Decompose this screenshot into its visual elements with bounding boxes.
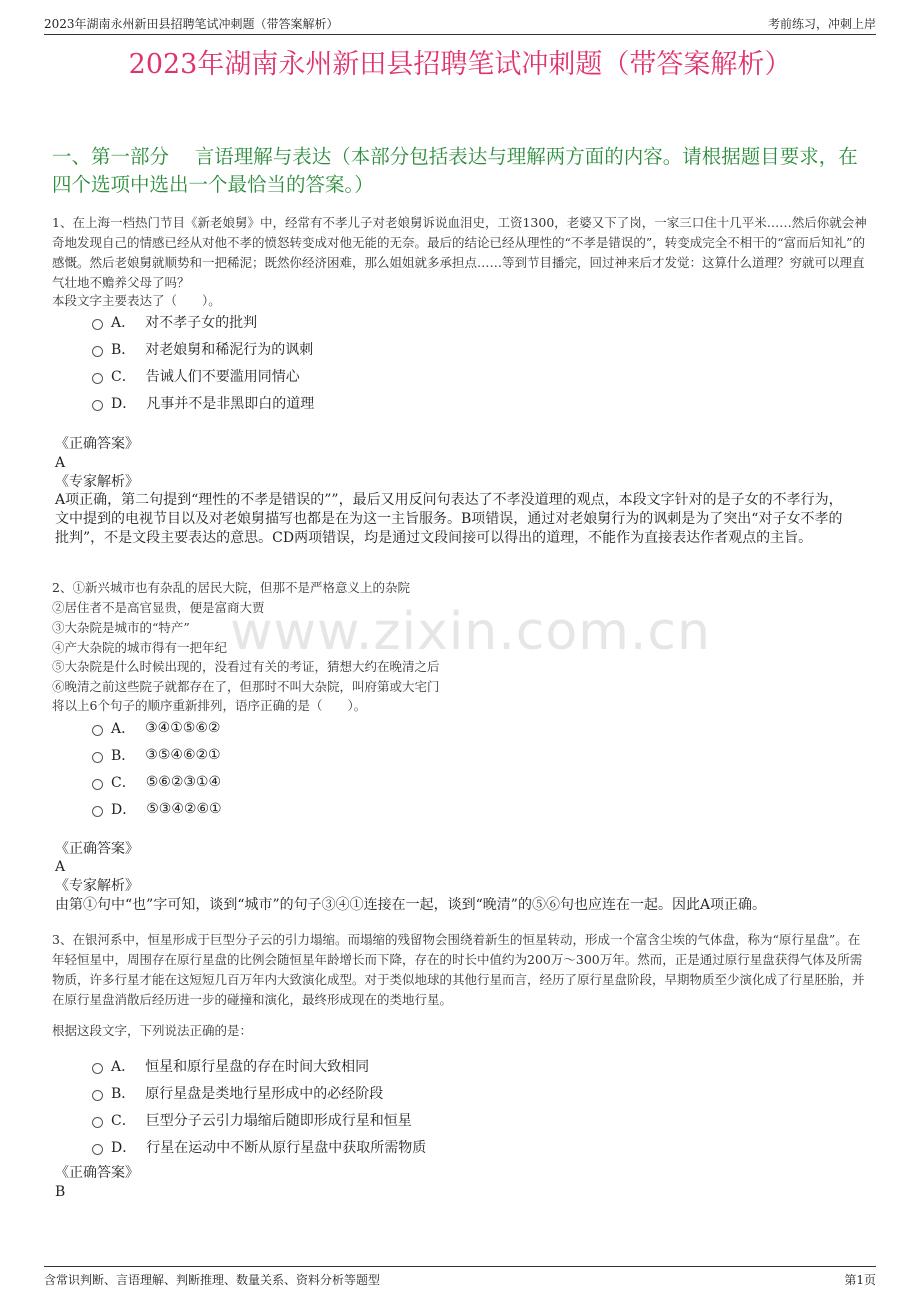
question-1-options xyxy=(92,308,314,416)
question-2-line: 2、①新兴城市也有杂乱的居民大院，但那不是严格意义上的杂院 xyxy=(52,580,410,595)
option-c[interactable]: C． 告诫人们不要滥用同情心 xyxy=(92,362,314,389)
option-a[interactable]: A． 恒星和原行星盘的存在时间大致相同 xyxy=(92,1052,426,1079)
option-a[interactable]: A． ③④①⑤⑥② xyxy=(92,714,222,741)
radio-icon[interactable] xyxy=(92,779,103,790)
question-2-prompt: 将以上6个句子的顺序重新排列，语序正确的是（ ）。 xyxy=(52,698,367,713)
option-c[interactable]: C． ⑤⑥②③①④ xyxy=(92,768,222,795)
question-3-prompt: 根据这段文字，下列说法正确的是： xyxy=(52,1023,253,1038)
footer-topics: 含常识判断、言语理解、判断推理、数量关系、资料分析等题型 xyxy=(44,1273,381,1287)
explanation-text: A项正确，第二句提到“理性的不孝是错误的””，最后又用反问句表达了不孝没道理的观点，本段文字针对的是子女的不孝行为，文中提到的电视节目以及对老娘舅描写也都是在为这一主旨服务。B项错误，通过对老娘舅行为的讽刺是为了突出“对子女不孝的批判”，不是文段主要表达的意思。CD两项错误，均是通过文段间接可以得出的道理，不能作为直接表达作者观点的主旨。 xyxy=(55,492,843,546)
question-2-line: ③大杂院是城市的“特产” xyxy=(52,620,190,635)
radio-icon[interactable] xyxy=(92,725,103,736)
option-d[interactable]: D． 凡事并不是非黑即白的道理 xyxy=(92,389,314,416)
radio-icon[interactable] xyxy=(92,346,103,357)
watermark: www.zixin.com.cn xyxy=(230,602,711,662)
answer-value: A xyxy=(55,859,66,875)
page-number: 第1页 xyxy=(844,1273,876,1287)
option-b[interactable]: B． ③⑤④⑥②① xyxy=(92,741,222,768)
option-d[interactable]: D． ⑤③④②⑥① xyxy=(92,795,222,822)
question-2-line: ⑤大杂院是什么时候出现的，没看过有关的考证，猜想大约在晚清之后 xyxy=(52,659,440,674)
question-3-options xyxy=(92,1052,426,1160)
question-1-prompt: 本段文字主要表达了（ ）。 xyxy=(52,293,221,308)
answer-label: 《正确答案》 xyxy=(55,436,139,452)
question-2-line: ⑥晚清之前这些院子就都存在了，但那时不叫大杂院，叫府第或大宅门 xyxy=(52,679,440,694)
question-1-text: 1、在上海一档热门节目《新老娘舅》中，经常有不孝儿子对老娘舅诉说血泪史，工资1300，老婆又下了岗，一家三口住十几平米……然后你就会神奇地发现自己的情感已经从对他不孝的愤怒转变成对他无能的无奈。最后的结论已经从理性的“不孝是错误的”，转变成完全不相干的“富而后知礼”的感慨。然后老娘舅就顺势和一把稀泥；既然你经济困难，那么姐姐就多承担点……等到节目播完，回过神来后才发觉：这算什么道理？穷就可以理直气壮地不赡养父母了吗？ xyxy=(52,215,867,290)
question-2-options xyxy=(92,714,222,822)
header-doc-title: 2023年湖南永州新田县招聘笔试冲刺题（带答案解析） xyxy=(44,17,339,31)
question-2-line: ②居住者不是高官显贵，便是富商大贾 xyxy=(52,600,265,615)
explanation-label: 《专家解析》 xyxy=(55,878,139,894)
option-c[interactable]: C． 巨型分子云引力塌缩后随即形成行星和恒星 xyxy=(92,1106,426,1133)
question-2-line: ④产大杂院的城市得有一把年纪 xyxy=(52,640,228,655)
explanation-label: 《专家解析》 xyxy=(55,474,139,490)
answer-value: A xyxy=(55,455,66,471)
radio-icon[interactable] xyxy=(92,400,103,411)
option-b[interactable]: B． 对老娘舅和稀泥行为的讽刺 xyxy=(92,335,314,362)
answer-value: B xyxy=(55,1184,66,1200)
option-b[interactable]: B． 原行星盘是类地行星形成中的必经阶段 xyxy=(92,1079,426,1106)
explanation-text: 由第①句中“也”字可知，谈到“城市”的句子③④①连接在一起，谈到“晚清”的⑤⑥句也应连在一起。因此A项正确。 xyxy=(55,897,767,913)
radio-icon[interactable] xyxy=(92,806,103,817)
option-a[interactable]: A． 对不孝子女的批判 xyxy=(92,308,314,335)
radio-icon[interactable] xyxy=(92,1117,103,1128)
page-title: 2023年湖南永州新田县招聘笔试冲刺题（带答案解析） xyxy=(128,49,792,80)
radio-icon[interactable] xyxy=(92,752,103,763)
radio-icon[interactable] xyxy=(92,319,103,330)
section-heading: 一、第一部分 言语理解与表达（本部分包括表达与理解两方面的内容。请根据题目要求，在四个选项中选出一个最恰当的答案。） xyxy=(52,145,858,196)
radio-icon[interactable] xyxy=(92,1090,103,1101)
page-footer xyxy=(44,1266,876,1291)
question-3-text: 3、在银河系中，恒星形成于巨型分子云的引力塌缩。而塌缩的残留物会围绕着新生的恒星转动，形成一个富含尘埃的气体盘，称为“原行星盘”。在年轻恒星中，周围存在原行星盘的比例会随恒星年龄增长而下降，存在的时长中值约为200万～300万年。然而，正是通过原行星盘获得气体及所需物质，许多行星才能在这短短几百万年内大致演化成型。对于类似地球的其他行星而言，经历了原行星盘阶段，早期物质至少演化成了行星胚胎，并在原行星盘消散后经历进一步的碰撞和演化，最终形成现在的类地行星。 xyxy=(52,932,865,1007)
radio-icon[interactable] xyxy=(92,1144,103,1155)
option-d[interactable]: D． 行星在运动中不断从原行星盘中获取所需物质 xyxy=(92,1133,426,1160)
radio-icon[interactable] xyxy=(92,1063,103,1074)
answer-label: 《正确答案》 xyxy=(55,841,139,857)
header-slogan: 考前练习，冲刺上岸 xyxy=(767,17,876,31)
radio-icon[interactable] xyxy=(92,373,103,384)
answer-label: 《正确答案》 xyxy=(55,1165,139,1181)
page-header xyxy=(44,12,876,35)
